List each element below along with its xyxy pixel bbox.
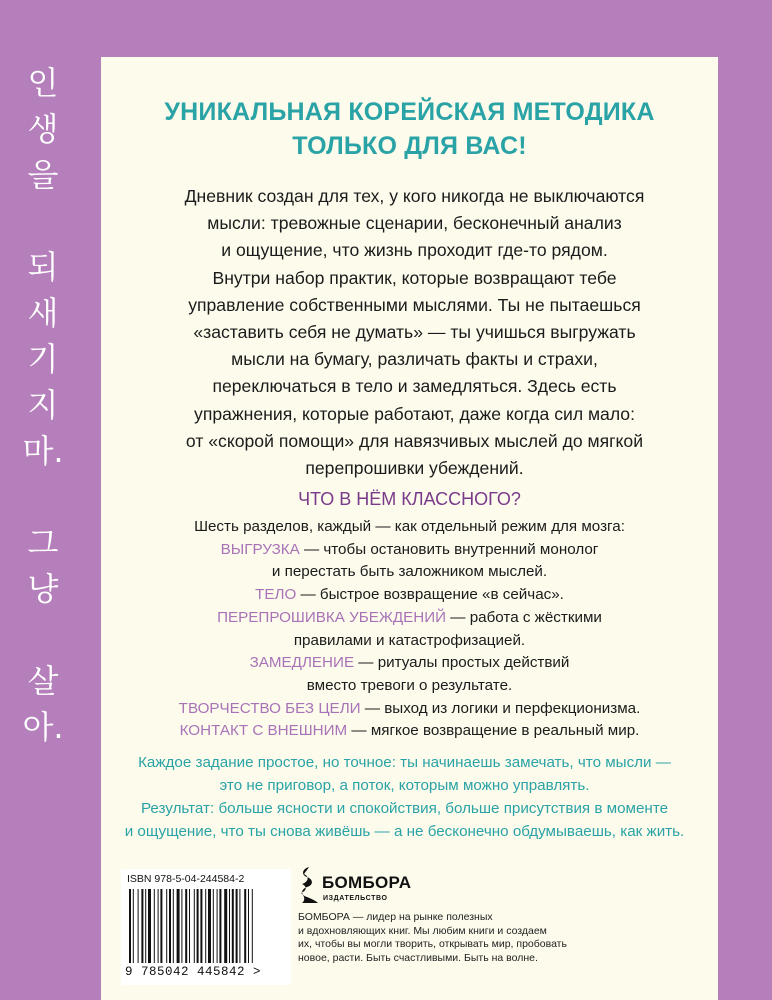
- feature-text: — мягкое возвращение в реальный мир.: [347, 722, 640, 740]
- feature-text: — ритуалы простых действий: [354, 654, 570, 672]
- features-heading: ЧТО В НЁМ КЛАССНОГО?: [298, 489, 521, 509]
- feature-text: — выход из логики и перфекционизма.: [360, 699, 641, 717]
- korean-char: 그: [27, 524, 59, 562]
- feature-item: [121, 652, 698, 675]
- feature-item: [121, 539, 698, 562]
- intro-paragraph: [131, 183, 698, 482]
- korean-char: 냥: [27, 570, 59, 608]
- feature-text: — быстрое возвращение «в сейчас».: [296, 586, 564, 604]
- isbn-barcode: [121, 869, 291, 985]
- feature-continuation: правилами и катастрофизацией.: [293, 631, 526, 649]
- korean-char: 아.: [22, 708, 64, 746]
- publisher-blurb: [298, 911, 718, 965]
- feature-name: ПЕРЕПРОШИВКА УБЕЖДЕНИЙ: [217, 608, 447, 626]
- cover-title: [101, 95, 718, 163]
- korean-char: 기: [27, 340, 59, 378]
- korean-char: 마.: [22, 432, 64, 470]
- intro-line: мысли на бумагу, различать факты и страхи,: [231, 349, 598, 370]
- summary-line: и ощущение, что ты снова живёшь — а не бесконечно обдумываешь, как жить.: [124, 823, 685, 840]
- summary-paragraph: [101, 751, 708, 843]
- intro-line: Дневник создан для тех, у кого никогда не выключаются: [184, 186, 645, 206]
- publisher-blurb-line: и вдохновляющих книг. Мы любим книги и создаем: [298, 924, 547, 937]
- korean-char: 을: [27, 156, 59, 194]
- intro-line: перепрошивки убеждений.: [305, 458, 524, 479]
- intro-line: Внутри набор практик, которые возвращают тебе: [212, 267, 617, 288]
- feature-continuation: вместо тревоги о результате.: [306, 676, 513, 694]
- barcode-digits: 9 785042 445842 >: [125, 965, 262, 979]
- title-line-1: УНИКАЛЬНАЯ КОРЕЙСКАЯ МЕТОДИКА: [164, 98, 655, 126]
- features-list: [121, 516, 698, 743]
- intro-line: переключаться в тело и замедляться. Здесь есть: [212, 376, 617, 397]
- feature-text: — работа с жёсткими: [446, 608, 602, 626]
- feature-name: ЗАМЕДЛЕНИЕ: [249, 654, 355, 672]
- summary-line: Каждое задание простое, но точное: ты начинаешь замечать, что мысли —: [138, 754, 671, 771]
- feature-name: ТВОРЧЕСТВО БЕЗ ЦЕЛИ: [178, 699, 361, 717]
- intro-line: от «скорой помощи» для навязчивых мыслей до мягкой: [185, 430, 644, 451]
- publisher-logo-subtitle: ИЗДАТЕЛЬСТВО: [323, 895, 388, 902]
- intro-line: мысли: тревожные сценарии, бесконечный анализ: [207, 213, 622, 234]
- korean-char: 지: [27, 386, 59, 424]
- feature-item: [121, 607, 698, 630]
- feature-continuation: и перестать быть заложником мыслей.: [271, 563, 548, 581]
- publisher-blurb-line: БОМБОРА — лидер на рынке полезных: [298, 911, 493, 923]
- feature-text: — чтобы остановить внутренний монолог: [299, 540, 599, 558]
- vertical-korean-text: [18, 60, 68, 750]
- feature-name: ВЫГРУЗКА: [220, 540, 300, 558]
- publisher-blurb-line: новое, расти. Быть счастливыми. Быть на волне.: [298, 951, 538, 964]
- feature-item: [121, 698, 698, 721]
- korean-char: 인: [27, 64, 59, 102]
- korean-char: 살: [27, 662, 59, 700]
- publisher-logo-name: БОМБОРА: [322, 873, 412, 892]
- back-cover-panel: [101, 57, 718, 1000]
- intro-line: упражнения, которые работают, даже когда сил мало:: [194, 403, 635, 424]
- korean-char: 생: [27, 110, 59, 148]
- title-line-2: ТОЛЬКО ДЛЯ ВАС!: [292, 132, 527, 160]
- intro-line: и ощущение, что жизнь проходит где-то рядом.: [221, 240, 608, 261]
- feature-item: [121, 720, 698, 743]
- korean-char: 새: [27, 294, 59, 332]
- intro-line: управление собственными мыслями. Ты не пытаешься: [188, 294, 641, 315]
- summary-line: это не приговор, а поток, которым можно управлять.: [219, 777, 590, 794]
- features-lead: Шесть разделов, каждый — как отдельный режим для мозга:: [194, 518, 625, 535]
- feature-item: [121, 584, 698, 607]
- feature-name: КОНТАКТ С ВНЕШНИМ: [179, 722, 348, 740]
- feature-name: ТЕЛО: [255, 586, 297, 604]
- isbn-label: ISBN 978-5-04-244584-2: [127, 873, 245, 885]
- bombora-wave-icon: [298, 865, 320, 905]
- barcode-bars: [127, 889, 285, 965]
- korean-char: 되: [27, 248, 59, 286]
- publisher-blurb-line: их, чтобы вы могли творить, открывать мир, пробовать: [298, 938, 567, 951]
- summary-line: Результат: больше ясности и спокойствия, больше присутствия в моменте: [140, 800, 669, 817]
- intro-line: «заставить себя не думать» — ты учишься выгружать: [193, 322, 636, 343]
